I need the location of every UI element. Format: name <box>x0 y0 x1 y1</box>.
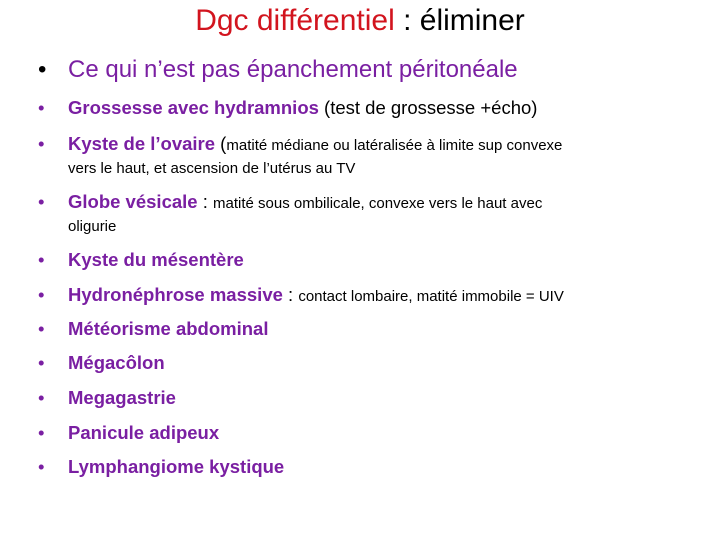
item-sep: : <box>197 191 213 212</box>
bullet-icon: • <box>38 133 45 154</box>
item-detail: matité médiane ou latéralisée à limite sup convexe <box>226 137 563 154</box>
bullet-icon: • <box>38 318 45 339</box>
bullet-icon: • <box>38 191 45 212</box>
item-continuation: oligurie <box>68 218 117 235</box>
slide-title <box>0 2 720 40</box>
item-bold: Megagastrie <box>68 387 176 408</box>
item-bold: Kyste du mésentère <box>68 249 244 270</box>
item-bold: Lymphangiome kystique <box>68 456 285 477</box>
bullet-icon: • <box>38 422 45 443</box>
item-sep: : <box>282 284 299 305</box>
item-detail: matité sous ombilicale, convexe vers le haut avec <box>213 195 543 212</box>
item-bold: Mégacôlon <box>68 352 165 373</box>
item-bold: Hydronéphrose massive <box>68 284 283 305</box>
bullet-icon: • <box>38 387 45 408</box>
bullet-icon: • <box>38 56 47 83</box>
bullet-icon: • <box>38 249 45 270</box>
item-continuation: vers le haut, et ascension de l’utérus au TV <box>68 160 356 177</box>
main-heading: Ce qui n’est pas épanchement péritonéale <box>68 56 518 83</box>
item-bold: Panicule adipeux <box>68 422 220 443</box>
item-bold: Globe vésicale <box>68 191 198 212</box>
bullet-icon: • <box>38 97 45 118</box>
item-bold: Kyste de l’ovaire <box>68 133 216 154</box>
bullet-icon: • <box>38 456 45 477</box>
title-red-part: Dgc différentiel <box>195 4 395 37</box>
item-detail: contact lombaire, matité immobile = UIV <box>298 288 564 305</box>
item-bold: Grossesse avec hydramnios <box>68 97 319 118</box>
bullet-icon: • <box>38 352 45 373</box>
item-bold: Météorisme abdominal <box>68 318 269 339</box>
item-detail: (test de grossesse +écho) <box>318 97 538 118</box>
item-sep: ( <box>215 133 227 154</box>
title-black-part: : éliminer <box>394 4 525 37</box>
bullet-icon: • <box>38 284 45 305</box>
